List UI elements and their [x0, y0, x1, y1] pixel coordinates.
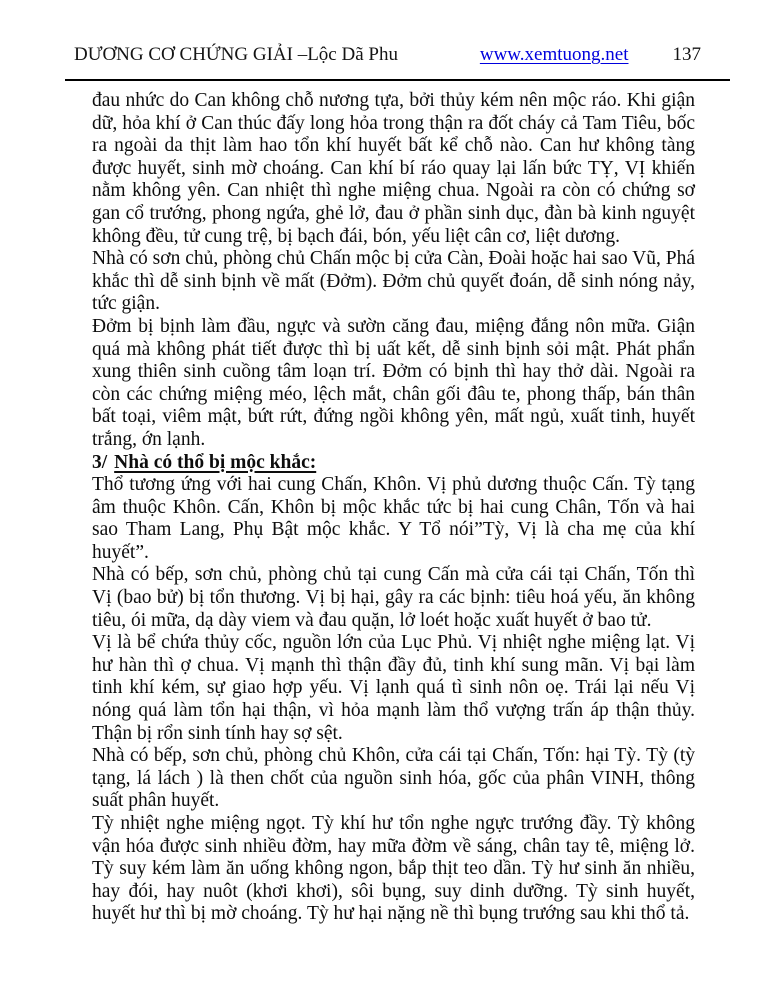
paragraph-vi-ton-thuong: Nhà có bếp, sơn chủ, phòng chủ tại cung Cấn mà cửa cái tại Chấn, Tốn thì Vị (bao bử) bị tổn thương. Vị bị hại, gây ra các bịnh: tiêu hoá yếu, ăn không tiêu, ói mữa, dạ dày viem và đau quặn, lở loét hoặc xuất huyết ở bao tử. — [92, 564, 695, 631]
document-title: DƯƠNG CƠ CHỨNG GIẢI –Lộc Dã Phu — [74, 44, 398, 65]
header-divider — [65, 79, 730, 81]
page-header — [74, 44, 701, 66]
paragraph-tho-tuong-ung: Thổ tương ứng với hai cung Chấn, Khôn. Vị phủ dương thuộc Cấn. Tỳ tạng âm thuộc Khôn. Cấn, Khôn bị mộc khắc tức bị hai cung Chân, Tốn và hai sao Tham Lang, Phụ Bật mộc khắc. Y Tổ nói”Tỳ, Vị là cha mẹ của khí huyết”. — [92, 474, 695, 563]
section-number: 3/ — [92, 451, 108, 473]
paragraph-dom-binh: Đởm bị bịnh làm đầu, ngực và sườn căng đau, miệng đắng nôn mữa. Giận quá mà không phát tiết được thì bị uất kết, dễ sinh bịnh sỏi mật. Phát phẩn xung thiên sinh cuồng tâm loạn trí. Đởm có bịnh thì hay thở dài. Ngoài ra còn các chứng miệng méo, lệch mắt, chân gối đâu te, phong thấp, bán thân bất toại, viêm mật, bứt rứt, đứng ngồi không yên, mất ngủ, xuất tinh, huyết trắng, ớn lạnh. — [92, 315, 695, 450]
document-body — [92, 90, 695, 926]
section-title: Nhà có thổ bị mộc khắc: — [114, 451, 317, 473]
section-heading — [92, 452, 695, 475]
paragraph-vi-be-chua: Vị là bể chứa thủy cốc, nguồn lớn của Lục Phủ. Vị nhiệt nghe miệng lạt. Vị hư hàn thì ợ chua. Vị mạnh thì thận đầy đủ, tinh khí sung mãn. Vị bại làm tinh khí kém, sự giao hợp yếu. Vị lạnh quá tì sinh nôn oẹ. Trái lại nếu Vị nóng quá làm tổn hại thận, vì hỏa mạnh làm thổ vượng trấn áp thận thủy. Thận bị rổn sinh tính hay sợ sệt. — [92, 632, 695, 744]
paragraph-can-symptoms: đau nhức do Can không chỗ nương tựa, bởi thủy kém nên mộc ráo. Khi giận dữ, hỏa khí ở Can thúc đấy long hỏa trong thận ra đốt cháy cả Tam Tiêu, bốc ra ngoài da thịt làm hao tổn khí huyết bất kể chỗ nào. Can hư không tàng được huyết, sinh mờ choáng. Can khí bí ráo quay lại lấn bức TỴ, VỊ khiến nằm không yên. Can nhiệt thì nghe miệng chua. Ngoài ra còn có chứng sơ gan cổ trướng, phong ngứa, ghẻ lở, đau ở phần sinh dục, đàn bà kinh nguyệt không đều, tử cung trệ, bị bạch đái, bón, yếu liệt cân cơ, liệt dương. — [92, 90, 695, 247]
website-link[interactable]: www.xemtuong.net — [479, 44, 629, 65]
paragraph-ty-nhiet: Tỳ nhiệt nghe miệng ngọt. Tỳ khí hư tổn nghe ngực trướng đầy. Tỳ không vận hóa được sinh nhiều đờm, hay mữa đờm về sáng, chân tay tê, miệng lở. Tỳ suy kém làm ăn uống không ngon, bắp thịt teo dần. Tỳ hư sinh ăn nhiều, hay đói, hay nuôt (khơi khơi), sôi bụng, suy dinh dưỡng. Tỳ sinh huyết, huyết hư thì bị mờ choáng. Tỳ hư hại nặng nề thì bụng trướng sau khi thổ tả. — [92, 813, 695, 925]
paragraph-hai-ty: Nhà có bếp, sơn chủ, phòng chủ Khôn, cửa cái tại Chấn, Tốn: hại Tỳ. Tỳ (tỳ tạng, lá lách ) là then chốt của nguồn sinh hóa, gốc của phân VINH, thông suất phân huyết. — [92, 745, 695, 812]
paragraph-chan-moc: Nhà có sơn chủ, phòng chủ Chấn mộc bị cửa Càn, Đoài hoặc hai sao Vũ, Phá khắc thì dễ sinh bịnh về mất (Đởm). Đởm chủ quyết đoán, dễ sinh nóng nảy, tức giận. — [92, 248, 695, 315]
page-number: 137 — [672, 44, 701, 65]
